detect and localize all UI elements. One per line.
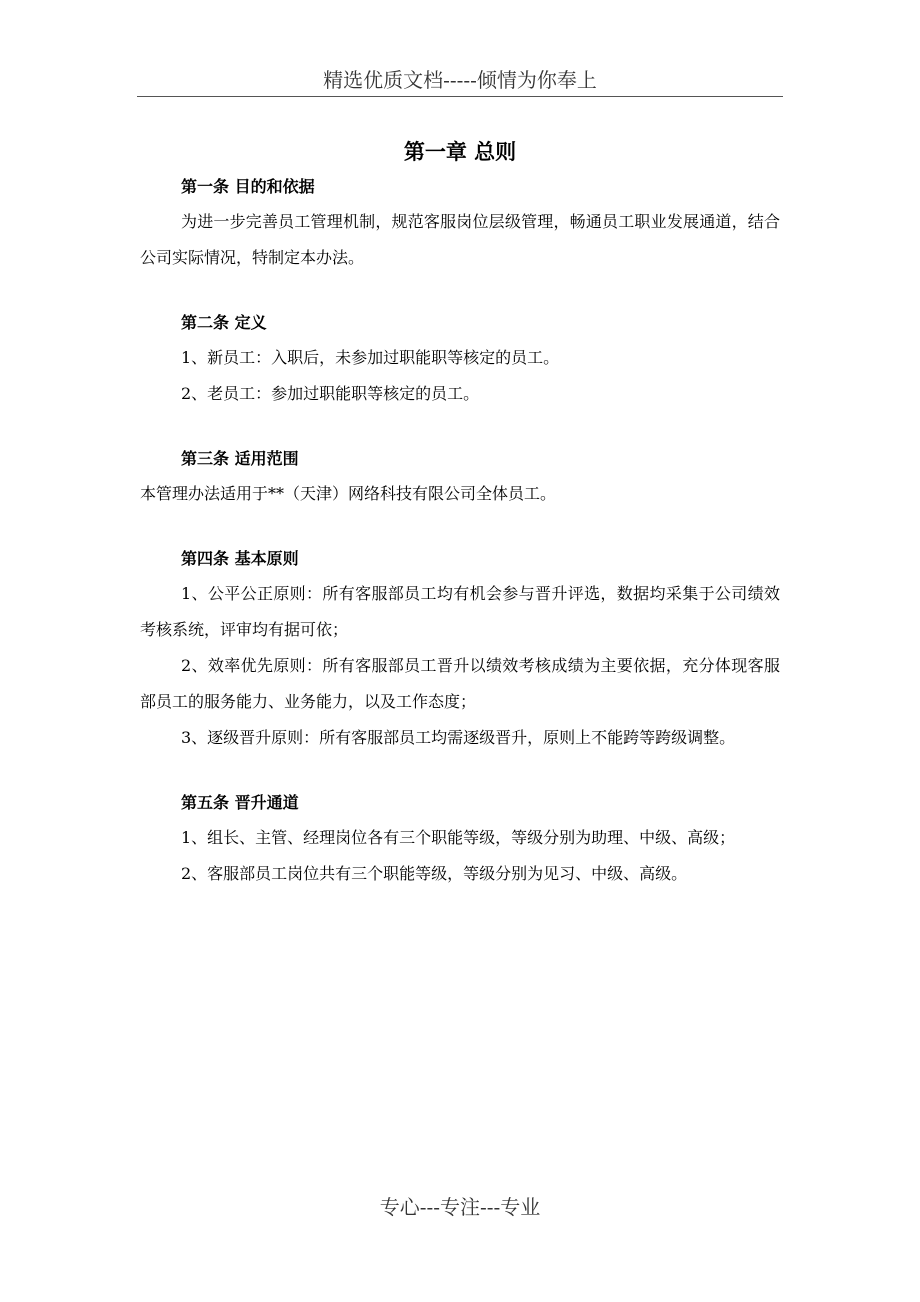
paragraph: 3、逐级晋升原则：所有客服部员工均需逐级晋升，原则上不能跨等跨级调整。 [181,728,736,747]
paragraph: 1、组长、主管、经理岗位各有三个职能等级，等级分别为助理、中级、高级； [181,828,736,847]
header-divider [137,96,783,97]
section-heading: 第五条 晋升通道 [181,793,299,812]
section-4 [140,542,780,756]
document-body [140,136,780,922]
paragraph: 本管理办法适用于**（天津）网络科技有限公司全体员工。 [140,484,557,503]
section-5 [140,786,780,892]
chapter-title: 第一章 总则 [403,139,517,164]
section-1 [140,170,780,276]
paragraph: 1、公平公正原则：所有客服部员工均有机会参与晋升评选，数据均采集于公司绩效考核系统，评审均有据可依； [140,584,780,639]
paragraph: 为进一步完善员工管理机制，规范客服岗位层级管理，畅通员工职业发展通道，结合公司实际情况，特制定本办法。 [140,212,780,267]
paragraph: 2、效率优先原则：所有客服部员工晋升以绩效考核成绩为主要依据，充分体现客服部员工的服务能力、业务能力，以及工作态度； [140,656,780,711]
section-heading: 第四条 基本原则 [181,549,299,568]
paragraph: 2、客服部员工岗位共有三个职能等级，等级分别为见习、中级、高级。 [181,864,688,883]
section-3 [140,442,780,512]
section-heading: 第三条 适用范围 [181,449,299,468]
page-footer: 专心---专注---专业 [379,1195,541,1219]
page-header: 精选优质文档-----倾情为你奉上 [323,68,597,92]
section-heading: 第一条 目的和依据 [181,177,315,196]
section-2 [140,306,780,412]
section-heading: 第二条 定义 [181,313,267,332]
paragraph: 2、老员工：参加过职能职等核定的员工。 [181,384,480,403]
paragraph: 1、新员工：入职后，未参加过职能职等核定的员工。 [181,348,560,367]
